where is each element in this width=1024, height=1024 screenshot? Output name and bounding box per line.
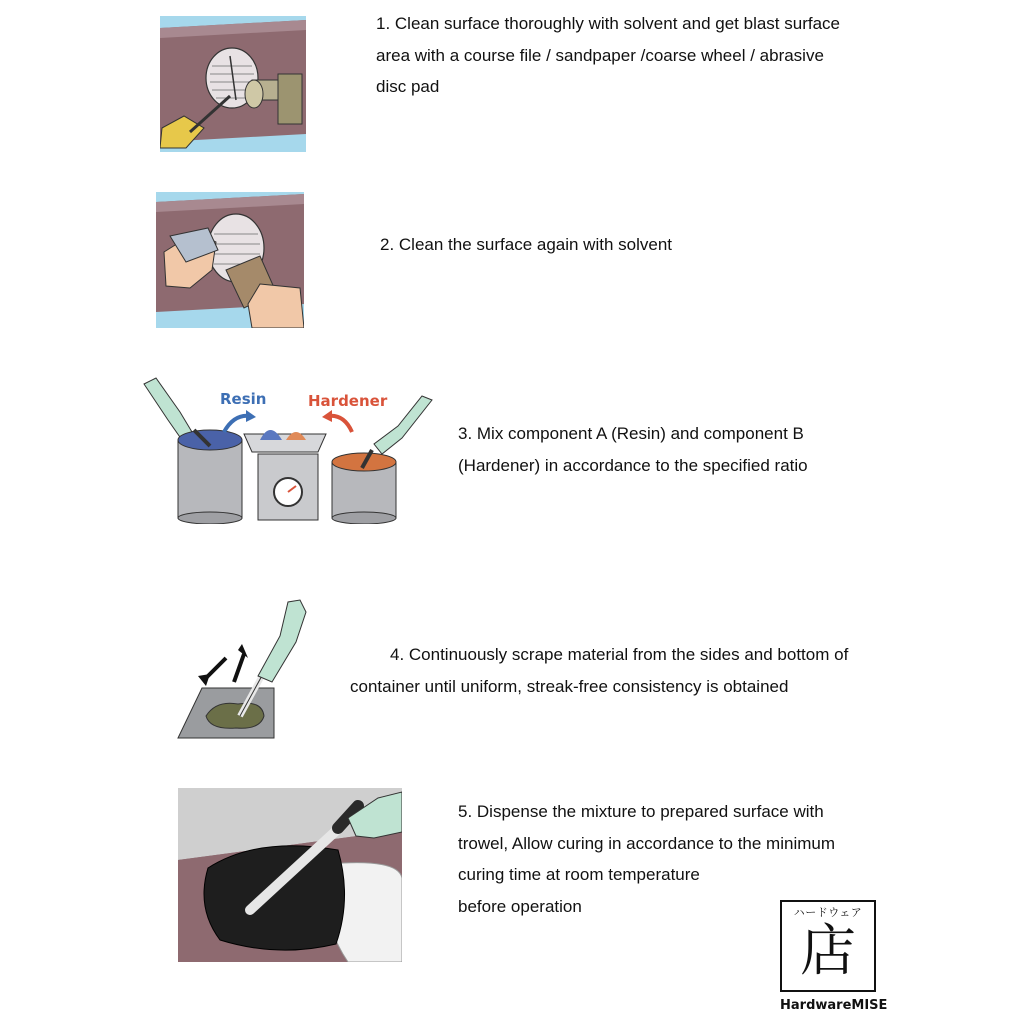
- logo-name: HardwareMISE: [780, 998, 888, 1013]
- logo-kanji: 店: [800, 919, 856, 984]
- step-3-illustration: [140, 374, 436, 524]
- logo-kana: ハードウェア: [793, 906, 863, 919]
- step-2-illustration: [156, 192, 304, 328]
- step-1-text: [376, 8, 840, 103]
- step-5-line: before operation: [458, 896, 582, 916]
- step-3-line: (Hardener) in accordance to the specified ratio: [458, 455, 808, 475]
- logo-box: [780, 900, 876, 992]
- step-4-line: 4. Continuously scrape material from the sides and bottom of: [390, 645, 849, 664]
- step-1-line: area with a course file / sandpaper /coarse wheel / abrasive: [376, 45, 824, 65]
- step-3-text: [458, 418, 808, 481]
- hardener-label: Hardener: [308, 392, 388, 410]
- step-5-line: 5. Dispense the mixture to prepared surface with: [458, 802, 824, 821]
- step-5-line: trowel, Allow curing in accordance to the minimum: [458, 833, 835, 853]
- step-2-line: 2. Clean the surface again with solvent: [380, 235, 673, 254]
- resin-label: Resin: [220, 390, 267, 408]
- brand-logo: [780, 900, 888, 1013]
- step-2-text: [380, 229, 672, 261]
- step-5-text: [458, 796, 835, 922]
- step-5-line: curing time at room temperature: [458, 865, 700, 884]
- step-4-text: [350, 639, 848, 702]
- step-5-illustration: [178, 788, 402, 962]
- step-3-line: 3. Mix component A (Resin) and component B: [458, 424, 804, 443]
- step-1-line: 1. Clean surface thoroughly with solvent and get blast surface: [376, 14, 840, 33]
- step-1-line: disc pad: [376, 77, 440, 96]
- step-4-line: container until uniform, streak-free consistency is obtained: [350, 676, 789, 696]
- step-4-illustration: [176, 596, 312, 740]
- step-1-illustration: [160, 16, 306, 152]
